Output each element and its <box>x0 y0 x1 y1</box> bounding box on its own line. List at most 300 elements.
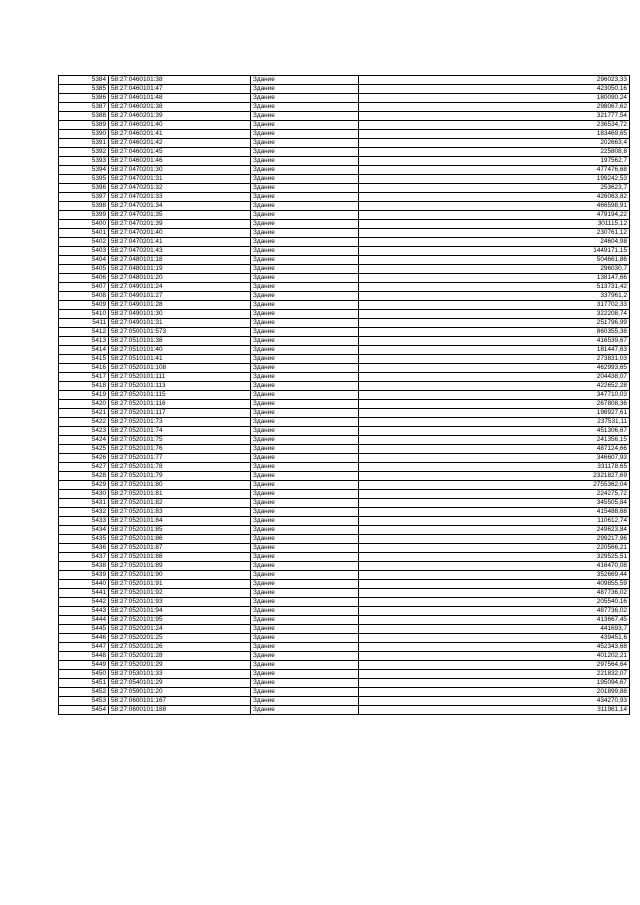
object-type-cell: Здание <box>251 589 359 598</box>
row-number-cell: 5403 <box>59 247 109 256</box>
cadastral-number-cell: 58:27:0490101:28 <box>109 301 251 310</box>
table-row <box>59 562 630 571</box>
cadastral-number-cell: 58:27:0520101:116 <box>109 400 251 409</box>
table-row <box>59 571 630 580</box>
object-type-cell: Здание <box>251 580 359 589</box>
cadastral-number-cell: 58:27:0460201:40 <box>109 121 251 130</box>
row-number-cell: 5433 <box>59 517 109 526</box>
object-type-cell: Здание <box>251 544 359 553</box>
value-cell: 311961,14 <box>359 706 630 715</box>
value-cell: 2755362,04 <box>359 481 630 490</box>
object-type-cell: Здание <box>251 220 359 229</box>
value-cell: 202663,4 <box>359 139 630 148</box>
row-number-cell: 5447 <box>59 643 109 652</box>
object-type-cell: Здание <box>251 166 359 175</box>
row-number-cell: 5424 <box>59 436 109 445</box>
table-row <box>59 166 630 175</box>
row-number-cell: 5385 <box>59 85 109 94</box>
value-cell: 296023,33 <box>359 76 630 85</box>
value-cell: 413667,45 <box>359 616 630 625</box>
table-row <box>59 337 630 346</box>
value-cell: 297564,64 <box>359 661 630 670</box>
object-type-cell: Здание <box>251 202 359 211</box>
row-number-cell: 5395 <box>59 175 109 184</box>
cadastral-number-cell: 58:27:0520101:113 <box>109 382 251 391</box>
table-row <box>59 292 630 301</box>
row-number-cell: 5407 <box>59 283 109 292</box>
table-row <box>59 265 630 274</box>
row-number-cell: 5451 <box>59 679 109 688</box>
row-number-cell: 5405 <box>59 265 109 274</box>
cadastral-number-cell: 58:27:0520201:25 <box>109 634 251 643</box>
value-cell: 317702,33 <box>359 301 630 310</box>
table-row <box>59 679 630 688</box>
value-cell: 299217,96 <box>359 535 630 544</box>
object-type-cell: Здание <box>251 184 359 193</box>
table-row <box>59 301 630 310</box>
cadastral-number-cell: 58:27:0520101:111 <box>109 373 251 382</box>
object-type-cell: Здание <box>251 562 359 571</box>
object-type-cell: Здание <box>251 499 359 508</box>
cadastral-number-cell: 58:27:0520101:78 <box>109 463 251 472</box>
object-type-cell: Здание <box>251 670 359 679</box>
value-cell: 329525,51 <box>359 553 630 562</box>
object-type-cell: Здание <box>251 76 359 85</box>
row-number-cell: 5444 <box>59 616 109 625</box>
cadastral-number-cell: 58:27:0470201:35 <box>109 211 251 220</box>
table-row <box>59 643 630 652</box>
row-number-cell: 5401 <box>59 229 109 238</box>
value-cell: 201899,88 <box>359 688 630 697</box>
cadastral-number-cell: 58:27:0590101:20 <box>109 688 251 697</box>
table-row <box>59 139 630 148</box>
value-cell: 205540,16 <box>359 598 630 607</box>
table-row <box>59 229 630 238</box>
table-row <box>59 706 630 715</box>
cadastral-number-cell: 58:27:0500101:573 <box>109 328 251 337</box>
table-row <box>59 112 630 121</box>
object-type-cell: Здание <box>251 616 359 625</box>
object-type-cell: Здание <box>251 517 359 526</box>
value-cell: 337961,2 <box>359 292 630 301</box>
object-type-cell: Здание <box>251 103 359 112</box>
cadastral-number-cell: 58:27:0470201:41 <box>109 238 251 247</box>
row-number-cell: 5453 <box>59 697 109 706</box>
cadastral-number-cell: 58:27:0520101:81 <box>109 490 251 499</box>
table-row <box>59 283 630 292</box>
object-type-cell: Здание <box>251 112 359 121</box>
cadastral-number-cell: 58:27:0520101:108 <box>109 364 251 373</box>
value-cell: 2321827,69 <box>359 472 630 481</box>
object-type-cell: Здание <box>251 238 359 247</box>
value-cell: 249623,84 <box>359 526 630 535</box>
cadastral-number-cell: 58:27:0520101:73 <box>109 418 251 427</box>
cadastral-number-cell: 58:27:0600101:167 <box>109 697 251 706</box>
row-number-cell: 5390 <box>59 130 109 139</box>
object-type-cell: Здание <box>251 436 359 445</box>
table-row <box>59 211 630 220</box>
cadastral-number-cell: 58:27:0490101:24 <box>109 283 251 292</box>
row-number-cell: 5443 <box>59 607 109 616</box>
row-number-cell: 5413 <box>59 337 109 346</box>
object-type-cell: Здание <box>251 283 359 292</box>
row-number-cell: 5406 <box>59 274 109 283</box>
object-type-cell: Здание <box>251 130 359 139</box>
row-number-cell: 5431 <box>59 499 109 508</box>
row-number-cell: 5399 <box>59 211 109 220</box>
row-number-cell: 5416 <box>59 364 109 373</box>
table-row <box>59 238 630 247</box>
cadastral-number-cell: 58:27:0510101:41 <box>109 355 251 364</box>
row-number-cell: 5429 <box>59 481 109 490</box>
value-cell: 273831,03 <box>359 355 630 364</box>
table-row <box>59 364 630 373</box>
row-number-cell: 5454 <box>59 706 109 715</box>
cadastral-number-cell: 58:27:0490101:30 <box>109 310 251 319</box>
object-type-cell: Здание <box>251 535 359 544</box>
table-row <box>59 427 630 436</box>
object-type-cell: Здание <box>251 409 359 418</box>
table-row <box>59 652 630 661</box>
value-cell: 197562,7 <box>359 157 630 166</box>
cadastral-number-cell: 58:27:0480101:19 <box>109 265 251 274</box>
object-type-cell: Здание <box>251 274 359 283</box>
table-row <box>59 580 630 589</box>
value-cell: 110612,74 <box>359 517 630 526</box>
value-cell: 346607,93 <box>359 454 630 463</box>
object-type-cell: Здание <box>251 463 359 472</box>
row-number-cell: 5425 <box>59 445 109 454</box>
value-cell: 322208,74 <box>359 310 630 319</box>
table-row <box>59 517 630 526</box>
cadastral-number-cell: 58:27:0460201:46 <box>109 157 251 166</box>
cadastral-number-cell: 58:27:0460101:47 <box>109 85 251 94</box>
row-number-cell: 5422 <box>59 418 109 427</box>
object-type-cell: Здание <box>251 697 359 706</box>
cadastral-number-cell: 58:27:0520101:91 <box>109 580 251 589</box>
cadastral-number-cell: 58:27:0520101:82 <box>109 499 251 508</box>
object-type-cell: Здание <box>251 427 359 436</box>
object-type-cell: Здание <box>251 634 359 643</box>
object-type-cell: Здание <box>251 229 359 238</box>
table-row <box>59 94 630 103</box>
value-cell: 487736,02 <box>359 607 630 616</box>
table-row <box>59 328 630 337</box>
cadastral-number-cell: 58:27:0480101:18 <box>109 256 251 265</box>
object-type-cell: Здание <box>251 373 359 382</box>
value-cell: 477476,68 <box>359 166 630 175</box>
row-number-cell: 5434 <box>59 526 109 535</box>
row-number-cell: 5439 <box>59 571 109 580</box>
cadastral-number-cell: 58:27:0470201:34 <box>109 202 251 211</box>
table-row <box>59 688 630 697</box>
table-row <box>59 346 630 355</box>
table-row <box>59 130 630 139</box>
table-row <box>59 247 630 256</box>
table-row <box>59 310 630 319</box>
row-number-cell: 5417 <box>59 373 109 382</box>
cadastral-number-cell: 58:27:0530101:33 <box>109 670 251 679</box>
row-number-cell: 5420 <box>59 400 109 409</box>
cadastral-number-cell: 58:27:0490101:27 <box>109 292 251 301</box>
table-row <box>59 418 630 427</box>
object-type-cell: Здание <box>251 139 359 148</box>
table-row <box>59 490 630 499</box>
object-type-cell: Здание <box>251 445 359 454</box>
value-cell: 224275,72 <box>359 490 630 499</box>
table-row <box>59 526 630 535</box>
value-cell: 237531,11 <box>359 418 630 427</box>
cadastral-number-cell: 58:27:0520101:76 <box>109 445 251 454</box>
row-number-cell: 5384 <box>59 76 109 85</box>
value-cell: 180090,24 <box>359 94 630 103</box>
cadastral-number-cell: 58:27:0520101:95 <box>109 616 251 625</box>
table-row <box>59 85 630 94</box>
row-number-cell: 5391 <box>59 139 109 148</box>
row-number-cell: 5410 <box>59 310 109 319</box>
value-cell: 439451,6 <box>359 634 630 643</box>
cadastral-number-cell: 58:27:0520101:117 <box>109 409 251 418</box>
object-type-cell: Здание <box>251 652 359 661</box>
cadastral-number-cell: 58:27:0470201:30 <box>109 166 251 175</box>
cadastral-number-cell: 58:27:0520101:74 <box>109 427 251 436</box>
object-type-cell: Здание <box>251 85 359 94</box>
value-cell: 296030,7 <box>359 265 630 274</box>
object-type-cell: Здание <box>251 526 359 535</box>
table-row <box>59 607 630 616</box>
row-number-cell: 5441 <box>59 589 109 598</box>
object-type-cell: Здание <box>251 157 359 166</box>
table-row <box>59 670 630 679</box>
table-row <box>59 184 630 193</box>
value-cell: 1449171,15 <box>359 247 630 256</box>
cadastral-number-cell: 58:27:0460201:45 <box>109 148 251 157</box>
row-number-cell: 5408 <box>59 292 109 301</box>
table-body <box>59 76 630 715</box>
row-number-cell: 5428 <box>59 472 109 481</box>
table-row <box>59 625 630 634</box>
object-type-cell: Здание <box>251 310 359 319</box>
table-row <box>59 76 630 85</box>
value-cell: 860355,38 <box>359 328 630 337</box>
table-row <box>59 202 630 211</box>
value-cell: 345505,84 <box>359 499 630 508</box>
table-row <box>59 508 630 517</box>
value-cell: 321777,54 <box>359 112 630 121</box>
table-row <box>59 544 630 553</box>
value-cell: 416470,08 <box>359 562 630 571</box>
row-number-cell: 5398 <box>59 202 109 211</box>
value-cell: 347710,03 <box>359 391 630 400</box>
cadastral-number-cell: 58:27:0470201:32 <box>109 184 251 193</box>
cadastral-number-cell: 58:27:0520101:94 <box>109 607 251 616</box>
value-cell: 183469,65 <box>359 130 630 139</box>
table-row <box>59 319 630 328</box>
table-row <box>59 391 630 400</box>
cadastral-number-cell: 58:27:0470201:43 <box>109 247 251 256</box>
row-number-cell: 5396 <box>59 184 109 193</box>
cadastral-number-cell: 58:27:0520101:92 <box>109 589 251 598</box>
value-cell: 466598,91 <box>359 202 630 211</box>
row-number-cell: 5409 <box>59 301 109 310</box>
object-type-cell: Здание <box>251 598 359 607</box>
cadastral-number-cell: 58:27:0520101:84 <box>109 517 251 526</box>
table-row <box>59 454 630 463</box>
table-row <box>59 436 630 445</box>
table-row <box>59 535 630 544</box>
object-type-cell: Здание <box>251 247 359 256</box>
table-row <box>59 409 630 418</box>
table-row <box>59 256 630 265</box>
row-number-cell: 5394 <box>59 166 109 175</box>
cadastral-number-cell: 58:27:0520101:93 <box>109 598 251 607</box>
cadastral-number-cell: 58:27:0460201:38 <box>109 103 251 112</box>
cadastral-number-cell: 58:27:0460201:42 <box>109 139 251 148</box>
object-type-cell: Здание <box>251 292 359 301</box>
cadastral-number-cell: 58:27:0460201:39 <box>109 112 251 121</box>
cadastral-number-cell: 58:27:0470201:33 <box>109 193 251 202</box>
cadastral-number-cell: 58:27:0490101:31 <box>109 319 251 328</box>
table-row <box>59 598 630 607</box>
value-cell: 352669,44 <box>359 571 630 580</box>
value-cell: 504661,86 <box>359 256 630 265</box>
value-cell: 479194,22 <box>359 211 630 220</box>
row-number-cell: 5437 <box>59 553 109 562</box>
row-number-cell: 5449 <box>59 661 109 670</box>
value-cell: 301115,12 <box>359 220 630 229</box>
object-type-cell: Здание <box>251 175 359 184</box>
cadastral-number-cell: 58:27:0520201:24 <box>109 625 251 634</box>
object-type-cell: Здание <box>251 121 359 130</box>
value-cell: 426063,82 <box>359 193 630 202</box>
row-number-cell: 5426 <box>59 454 109 463</box>
object-type-cell: Здание <box>251 337 359 346</box>
row-number-cell: 5446 <box>59 634 109 643</box>
cadastral-number-cell: 58:27:0520201:28 <box>109 652 251 661</box>
object-type-cell: Здание <box>251 346 359 355</box>
cadastral-number-cell: 58:27:0520201:29 <box>109 661 251 670</box>
row-number-cell: 5402 <box>59 238 109 247</box>
value-cell: 24604,98 <box>359 238 630 247</box>
value-cell: 487124,66 <box>359 445 630 454</box>
table-row <box>59 472 630 481</box>
cadastral-number-cell: 58:27:0520101:85 <box>109 526 251 535</box>
table-row <box>59 148 630 157</box>
row-number-cell: 5421 <box>59 409 109 418</box>
row-number-cell: 5438 <box>59 562 109 571</box>
object-type-cell: Здание <box>251 328 359 337</box>
value-cell: 267808,36 <box>359 400 630 409</box>
value-cell: 220566,21 <box>359 544 630 553</box>
table-row <box>59 373 630 382</box>
row-number-cell: 5418 <box>59 382 109 391</box>
value-cell: 331178,65 <box>359 463 630 472</box>
table-row <box>59 661 630 670</box>
table-row <box>59 157 630 166</box>
cadastral-number-cell: 58:27:0520101:89 <box>109 562 251 571</box>
value-cell: 230761,12 <box>359 229 630 238</box>
cadastral-number-cell: 58:27:0520101:115 <box>109 391 251 400</box>
object-type-cell: Здание <box>251 481 359 490</box>
object-type-cell: Здание <box>251 382 359 391</box>
object-type-cell: Здание <box>251 571 359 580</box>
cadastral-number-cell: 58:27:0520201:26 <box>109 643 251 652</box>
value-cell: 452343,68 <box>359 643 630 652</box>
value-cell: 225808,8 <box>359 148 630 157</box>
object-type-cell: Здание <box>251 553 359 562</box>
object-type-cell: Здание <box>251 607 359 616</box>
object-type-cell: Здание <box>251 625 359 634</box>
cadastral-number-cell: 58:27:0460101:48 <box>109 94 251 103</box>
value-cell: 462993,65 <box>359 364 630 373</box>
object-type-cell: Здание <box>251 400 359 409</box>
table-row <box>59 697 630 706</box>
object-type-cell: Здание <box>251 472 359 481</box>
object-type-cell: Здание <box>251 661 359 670</box>
value-cell: 198927,61 <box>359 409 630 418</box>
cadastral-number-cell: 58:27:0520101:80 <box>109 481 251 490</box>
cadastral-number-cell: 58:27:0520101:86 <box>109 535 251 544</box>
cadastral-number-cell: 58:27:0510101:38 <box>109 337 251 346</box>
object-type-cell: Здание <box>251 418 359 427</box>
object-type-cell: Здание <box>251 508 359 517</box>
cadastral-number-cell: 58:27:0460101:38 <box>109 76 251 85</box>
cadastral-number-cell: 58:27:0520101:79 <box>109 472 251 481</box>
table-row <box>59 103 630 112</box>
row-number-cell: 5440 <box>59 580 109 589</box>
cadastral-number-cell: 58:27:0520101:88 <box>109 553 251 562</box>
object-type-cell: Здание <box>251 265 359 274</box>
row-number-cell: 5414 <box>59 346 109 355</box>
object-type-cell: Здание <box>251 256 359 265</box>
table-row <box>59 445 630 454</box>
value-cell: 513731,42 <box>359 283 630 292</box>
object-type-cell: Здание <box>251 319 359 328</box>
value-cell: 487736,02 <box>359 589 630 598</box>
object-type-cell: Здание <box>251 391 359 400</box>
row-number-cell: 5430 <box>59 490 109 499</box>
value-cell: 298067,62 <box>359 103 630 112</box>
value-cell: 451306,67 <box>359 427 630 436</box>
value-cell: 251796,99 <box>359 319 630 328</box>
value-cell: 441693,7 <box>359 625 630 634</box>
object-type-cell: Здание <box>251 454 359 463</box>
value-cell: 241356,15 <box>359 436 630 445</box>
cadastral-number-cell: 58:27:0470201:31 <box>109 175 251 184</box>
object-type-cell: Здание <box>251 679 359 688</box>
row-number-cell: 5389 <box>59 121 109 130</box>
cadastral-number-cell: 58:27:0460201:41 <box>109 130 251 139</box>
row-number-cell: 5419 <box>59 391 109 400</box>
cadastral-number-cell: 58:27:0480101:20 <box>109 274 251 283</box>
value-cell: 434270,93 <box>359 697 630 706</box>
value-cell: 422652,28 <box>359 382 630 391</box>
row-number-cell: 5442 <box>59 598 109 607</box>
row-number-cell: 5423 <box>59 427 109 436</box>
value-cell: 204438,07 <box>359 373 630 382</box>
table-row <box>59 481 630 490</box>
table-row <box>59 400 630 409</box>
object-type-cell: Здание <box>251 193 359 202</box>
cadastral-number-cell: 58:27:0520101:75 <box>109 436 251 445</box>
value-cell: 415488,68 <box>359 508 630 517</box>
cadastral-number-cell: 58:27:0540101:29 <box>109 679 251 688</box>
table-row <box>59 193 630 202</box>
row-number-cell: 5432 <box>59 508 109 517</box>
table-row <box>59 121 630 130</box>
object-type-cell: Здание <box>251 94 359 103</box>
value-cell: 195094,67 <box>359 679 630 688</box>
